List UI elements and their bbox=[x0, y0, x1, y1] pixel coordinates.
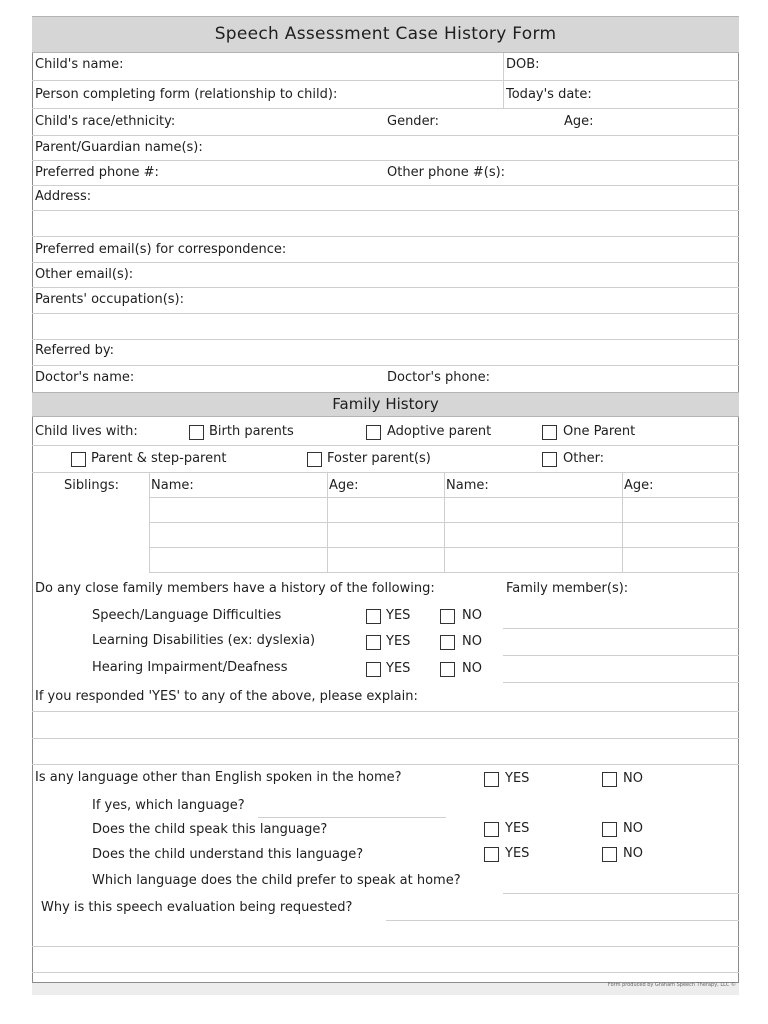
row-divider bbox=[32, 445, 739, 446]
other-phone-field[interactable]: Other phone #(s): bbox=[387, 165, 506, 180]
other-email-field[interactable]: Other email(s): bbox=[35, 267, 134, 282]
step-parent-label: Parent & step-parent bbox=[91, 451, 227, 466]
no-label: NO bbox=[462, 661, 482, 676]
hearing-yes-checkbox[interactable] bbox=[366, 662, 381, 677]
explain-label: If you responded 'YES' to any of the above, please explain: bbox=[35, 689, 418, 704]
speak-no-checkbox[interactable] bbox=[602, 822, 617, 837]
address-field[interactable]: Address: bbox=[35, 189, 92, 204]
row-divider bbox=[32, 236, 739, 237]
condition-speech: Speech/Language Difficulties bbox=[92, 608, 282, 623]
no-label: NO bbox=[623, 846, 643, 861]
condition-hearing: Hearing Impairment/Deafness bbox=[92, 660, 288, 675]
speak-language-label: Does the child speak this language? bbox=[92, 822, 328, 837]
one-parent-label: One Parent bbox=[563, 424, 636, 439]
explain-line[interactable] bbox=[32, 764, 739, 765]
speech-no-checkbox[interactable] bbox=[440, 609, 455, 624]
row-divider bbox=[32, 365, 739, 366]
sibling-age-header: Age: bbox=[329, 478, 359, 493]
gender-field[interactable]: Gender: bbox=[387, 114, 440, 129]
row-divider bbox=[32, 472, 739, 473]
prefer-language-label: Which language does the child prefer to speak at home? bbox=[92, 873, 461, 888]
family-member-line[interactable] bbox=[503, 682, 739, 683]
speech-yes-checkbox[interactable] bbox=[366, 609, 381, 624]
yes-label: YES bbox=[386, 661, 411, 676]
language-no-checkbox[interactable] bbox=[602, 772, 617, 787]
adoptive-parent-checkbox[interactable] bbox=[366, 425, 381, 440]
table-row[interactable] bbox=[149, 572, 739, 573]
parent-names-field[interactable]: Parent/Guardian name(s): bbox=[35, 140, 203, 155]
language-question: Is any language other than English spoken in the home? bbox=[35, 770, 402, 785]
yes-label: YES bbox=[386, 634, 411, 649]
row-divider bbox=[32, 313, 739, 314]
preferred-email-field[interactable]: Preferred email(s) for correspondence: bbox=[35, 242, 287, 257]
hearing-no-checkbox[interactable] bbox=[440, 662, 455, 677]
adoptive-parent-label: Adoptive parent bbox=[387, 424, 492, 439]
other-checkbox[interactable] bbox=[542, 452, 557, 467]
column-divider bbox=[503, 53, 504, 108]
sibling-name-header: Name: bbox=[151, 478, 194, 493]
doctor-phone-field[interactable]: Doctor's phone: bbox=[387, 370, 491, 385]
which-language-label: If yes, which language? bbox=[92, 798, 245, 813]
birth-parents-checkbox[interactable] bbox=[189, 425, 204, 440]
table-row[interactable] bbox=[149, 522, 739, 523]
explain-line[interactable] bbox=[32, 738, 739, 739]
yes-label: YES bbox=[386, 608, 411, 623]
age-field[interactable]: Age: bbox=[564, 114, 594, 129]
occupation-field[interactable]: Parents' occupation(s): bbox=[35, 292, 184, 307]
yes-label: YES bbox=[505, 821, 530, 836]
prefer-language-line[interactable] bbox=[503, 893, 739, 894]
row-divider bbox=[32, 339, 739, 340]
dob-field[interactable]: DOB: bbox=[506, 57, 540, 72]
table-row[interactable] bbox=[149, 547, 739, 548]
row-divider bbox=[32, 262, 739, 263]
no-label: NO bbox=[623, 771, 643, 786]
understand-yes-checkbox[interactable] bbox=[484, 847, 499, 862]
referred-by-field[interactable]: Referred by: bbox=[35, 343, 114, 358]
language-yes-checkbox[interactable] bbox=[484, 772, 499, 787]
learning-no-checkbox[interactable] bbox=[440, 635, 455, 650]
sibling-name-header-2: Name: bbox=[446, 478, 489, 493]
family-members-label: Family member(s): bbox=[506, 581, 629, 596]
row-divider bbox=[32, 160, 739, 161]
foster-parent-label: Foster parent(s) bbox=[327, 451, 431, 466]
no-label: NO bbox=[462, 634, 482, 649]
child-name-field[interactable]: Child's name: bbox=[35, 57, 124, 72]
person-completing-field[interactable]: Person completing form (relationship to child): bbox=[35, 87, 338, 102]
birth-parents-label: Birth parents bbox=[209, 424, 294, 439]
why-line[interactable] bbox=[32, 946, 739, 947]
history-question: Do any close family members have a history of the following: bbox=[35, 581, 435, 596]
other-label: Other: bbox=[563, 451, 605, 466]
sibling-age-header-2: Age: bbox=[624, 478, 654, 493]
race-field[interactable]: Child's race/ethnicity: bbox=[35, 114, 176, 129]
row-divider bbox=[32, 287, 739, 288]
foster-parent-checkbox[interactable] bbox=[307, 452, 322, 467]
understand-no-checkbox[interactable] bbox=[602, 847, 617, 862]
speak-yes-checkbox[interactable] bbox=[484, 822, 499, 837]
no-label: NO bbox=[623, 821, 643, 836]
row-divider bbox=[32, 108, 739, 109]
why-line[interactable] bbox=[32, 972, 739, 973]
row-divider bbox=[32, 80, 739, 81]
doctor-name-field[interactable]: Doctor's name: bbox=[35, 370, 135, 385]
siblings-label: Siblings: bbox=[64, 478, 119, 493]
form-title: Speech Assessment Case History Form bbox=[32, 16, 739, 53]
step-parent-checkbox[interactable] bbox=[71, 452, 86, 467]
understand-language-label: Does the child understand this language? bbox=[92, 847, 364, 862]
one-parent-checkbox[interactable] bbox=[542, 425, 557, 440]
why-evaluation-label: Why is this speech evaluation being requested? bbox=[41, 900, 353, 915]
learning-yes-checkbox[interactable] bbox=[366, 635, 381, 650]
footer-credit: Form produced by Graham Speech Therapy, LLC © bbox=[607, 982, 736, 988]
yes-label: YES bbox=[505, 846, 530, 861]
row-divider bbox=[32, 210, 739, 211]
explain-line[interactable] bbox=[32, 711, 739, 712]
lives-with-label: Child lives with: bbox=[35, 424, 138, 439]
family-member-line[interactable] bbox=[503, 628, 739, 629]
preferred-phone-field[interactable]: Preferred phone #: bbox=[35, 165, 159, 180]
table-row[interactable] bbox=[149, 497, 739, 498]
yes-label: YES bbox=[505, 771, 530, 786]
family-member-line[interactable] bbox=[503, 655, 739, 656]
why-line[interactable] bbox=[386, 920, 739, 921]
which-language-line[interactable] bbox=[258, 817, 446, 818]
family-history-heading: Family History bbox=[32, 392, 739, 417]
no-label: NO bbox=[462, 608, 482, 623]
row-divider bbox=[32, 135, 739, 136]
todays-date-field[interactable]: Today's date: bbox=[506, 87, 592, 102]
row-divider bbox=[32, 185, 739, 186]
condition-learning: Learning Disabilities (ex: dyslexia) bbox=[92, 633, 316, 648]
